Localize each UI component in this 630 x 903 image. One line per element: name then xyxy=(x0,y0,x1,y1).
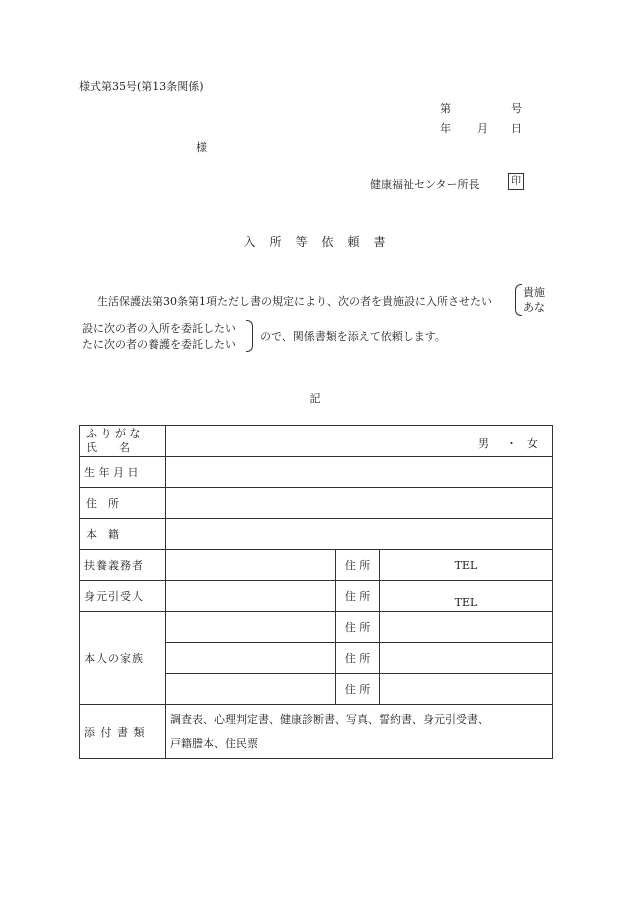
row-attachments xyxy=(80,705,553,759)
honseki-value[interactable] xyxy=(166,519,553,550)
body-option-left-2: たに次の者の養護を委託したい xyxy=(82,338,236,351)
mimoto-name[interactable] xyxy=(166,581,336,612)
attach-line-1: 調査表、心理判定書、健康診断書、写真、誓約書、身元引受書、 xyxy=(170,712,489,726)
name-value-cell[interactable] xyxy=(166,426,553,457)
birth-label: 生 年 月 日 xyxy=(80,457,166,488)
body-line-end: ので、関係書類を添えて依頼します。 xyxy=(260,330,446,343)
date-year: 年 xyxy=(440,122,451,135)
doc-number-dai: 第 xyxy=(440,102,451,115)
mimoto-tel[interactable]: TEL xyxy=(380,581,553,612)
doc-number-go: 号 xyxy=(511,102,522,115)
fuyo-address-label: 住 所 xyxy=(336,550,380,581)
row-name xyxy=(80,426,553,457)
family-1-address-label: 住 所 xyxy=(336,612,380,643)
row-family-1 xyxy=(80,612,553,643)
body-option-right-1: 貴施 xyxy=(523,286,545,299)
birth-value[interactable] xyxy=(166,457,553,488)
name-label-cell xyxy=(80,426,166,457)
form-number: 様式第35号(第13条関係) xyxy=(79,80,204,93)
family-3-address[interactable] xyxy=(380,674,553,705)
bracket-left-open xyxy=(515,284,522,316)
honseki-label: 本 籍 xyxy=(86,528,119,541)
addressee-suffix: 様 xyxy=(196,141,207,154)
sex-male[interactable]: 男 xyxy=(478,437,489,450)
fuyo-label: 扶養義務者 xyxy=(80,550,166,581)
honseki-label-cell xyxy=(80,519,166,550)
address-label-cell xyxy=(80,488,166,519)
family-label: 本人の家族 xyxy=(80,612,166,705)
family-2-name[interactable] xyxy=(166,643,336,674)
seal-stamp: 印 xyxy=(508,173,524,190)
ki-heading: 記 xyxy=(309,392,321,405)
row-honseki xyxy=(80,519,553,550)
row-birth xyxy=(80,457,553,488)
family-2-address-label: 住 所 xyxy=(336,643,380,674)
fuyo-name[interactable] xyxy=(166,550,336,581)
family-1-name[interactable] xyxy=(166,612,336,643)
fuyo-tel[interactable]: TEL xyxy=(380,550,553,581)
body-option-right-2: あな xyxy=(523,301,545,314)
form-table xyxy=(79,425,553,759)
furigana-label: ふ り が な xyxy=(86,427,141,440)
sender: 健康福祉センター所長 xyxy=(370,178,480,191)
row-fuyo xyxy=(80,550,553,581)
body-line-1: 生活保護法第30条第1項ただし書の規定により、次の者を貴施設に入所させたい xyxy=(97,295,492,308)
attach-label: 添 付 書 類 xyxy=(80,705,166,759)
address-value[interactable] xyxy=(166,488,553,519)
attach-line-2: 戸籍謄本、住民票 xyxy=(170,736,258,750)
row-mimoto xyxy=(80,581,553,612)
row-address xyxy=(80,488,553,519)
sex-separator: ・ xyxy=(506,437,517,450)
family-3-name[interactable] xyxy=(166,674,336,705)
family-3-address-label: 住 所 xyxy=(336,674,380,705)
address-label: 住 所 xyxy=(86,497,119,510)
family-2-address[interactable] xyxy=(380,643,553,674)
body-option-left-1: 設に次の者の入所を委託したい xyxy=(82,322,236,335)
date-day: 日 xyxy=(511,122,522,135)
mimoto-label: 身元引受人 xyxy=(80,581,166,612)
mimoto-address-label: 住 所 xyxy=(336,581,380,612)
sex-female[interactable]: 女 xyxy=(527,437,538,450)
bracket-right-close xyxy=(246,320,253,352)
document-title: 入 所 等 依 頼 書 xyxy=(243,235,387,249)
name-label: 氏 名 xyxy=(86,441,130,454)
family-1-address[interactable] xyxy=(380,612,553,643)
date-month: 月 xyxy=(477,122,488,135)
attach-value xyxy=(166,705,553,759)
